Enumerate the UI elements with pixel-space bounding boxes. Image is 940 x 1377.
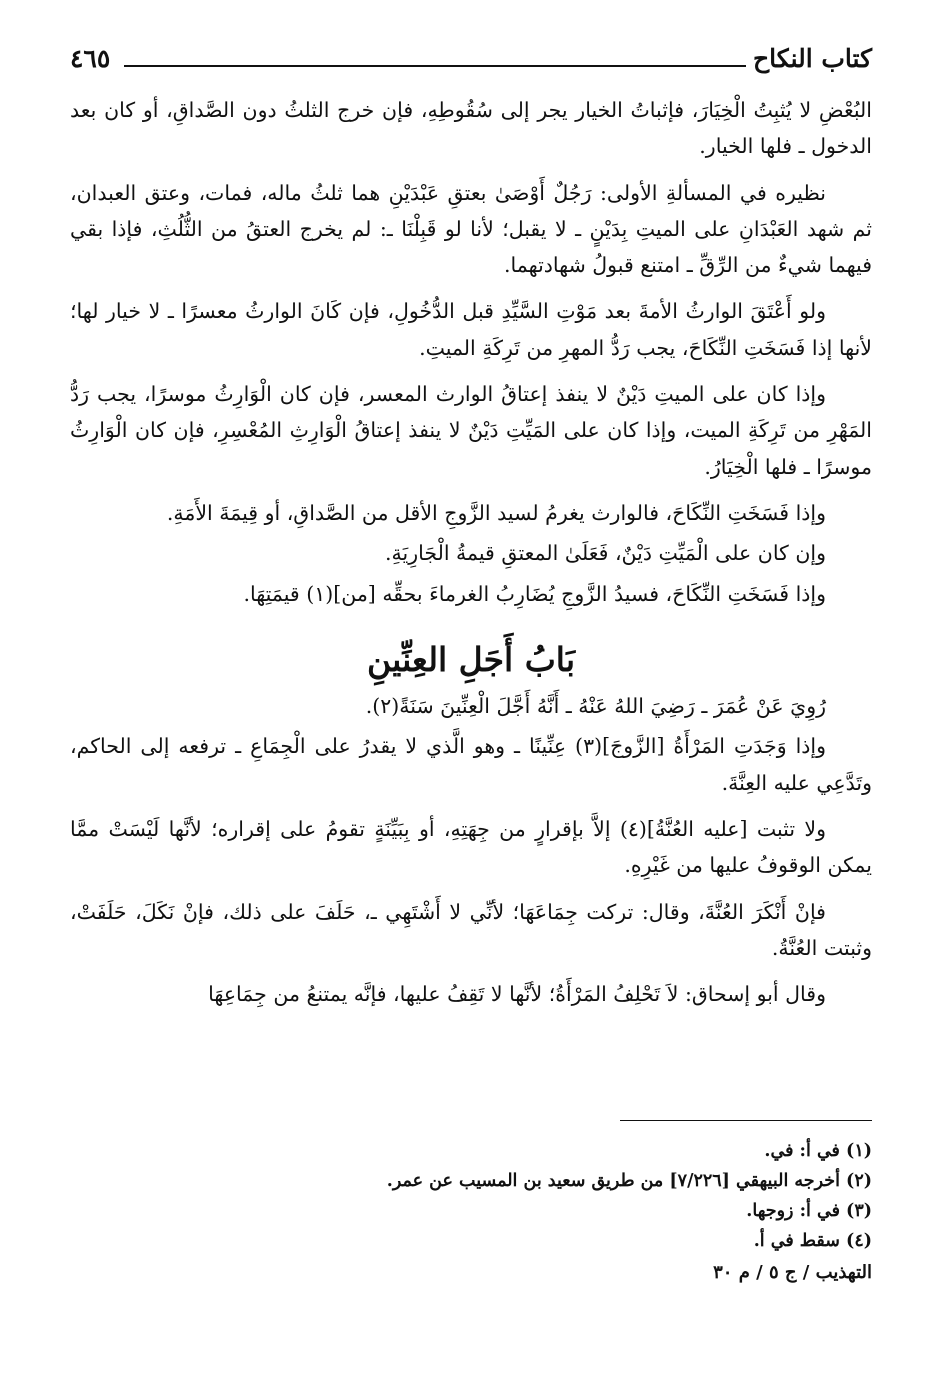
paragraph: فإنْ أَنْكَرَ العُنَّةَ، وقال: تركت جِمَاعَهَا؛ لأنِّي لا أَشْتَهِي ـ، حَلَفَ على ذلك، فإنْ نَكَلَ، حَلَفَتْ، وثبتت العُنَّةُ.: [70, 899, 872, 960]
paragraph: ولا تثبت [عليه العُنَّةُ](٤) إلاَّ بإقرارٍ من جِهَتِهِ، أو بِبَيِّنَةٍ تقومُ على إقراره؛ لأنَّها لَيْسَتْ ممَّا يمكن الوقوفُ عليها من غَيْرِهِ.: [70, 817, 872, 878]
paragraph: وإذا فَسَخَتِ النِّكَاحَ، فالوارث يغرمُ لسيد الزَّوجِ الأقل من الصَّداقِ، أو قِيمَةَ الأَمَةِ.: [166, 500, 826, 525]
printer-signature: التهذيب / ج ٥ / م ٣٠: [713, 1262, 872, 1283]
paragraph: وإن كان على الْمَيِّتِ دَيْنٌ، فَعَلَىٰ المعتقِ قيمةُ الْجَارِيَةِ.: [384, 541, 826, 566]
chapter-title: بَابُ أَجَلِ العِنِّينِ: [366, 639, 576, 679]
paragraph-continuation: البُعْضِ لا يُثبِتُ الْخِيَارَ، فإثباتُ الخيار يجر إلى سُقُوطِهِ، فإن خرج الثلثُ دون الصَّداقِ، أو كان بعد الدخول ـ فلها الخيار.: [70, 98, 872, 159]
paragraph: ولو أَعْتَقَ الوارثُ الأمةَ بعد مَوْتِ السَّيِّدِ قبل الدُّخُولِ، فإن كَانَ الوارثُ معسرًا ـ لا خيار لها؛ لأنها إذا فَسَخَتِ النِّكَاحَ، يجب رَدُّ المهرِ من تَرِكَةِ الميتِ.: [70, 299, 872, 360]
running-title: كتاب النكاح: [753, 44, 872, 73]
paragraph: وإذا كان على الميتِ دَيْنٌ لا ينفذ إعتاقُ الوارث المعسر، فإن كان الْوَارِثُ موسرًا، يجب رَدُّ المَهْرِ من تَرِكَةِ الميت، وإذا كان على المَيِّتِ دَيْنٌ لا ينفذ إعتاقُ الْوَارِثِ المُعْسِرِ، فإن كان الْوَارِثُ موسرًا ـ فلها الْخِيَارُ.: [70, 382, 872, 479]
page-header: [70, 44, 872, 88]
paragraph: نظيره في المسألةِ الأولى: رَجُلٌ أَوْصَىٰ بعتقِ عَبْدَيْنِ هما ثلثُ ماله، فمات، وعتق العبدان، ثم شهد العَبْدَانِ على الميتِ بِدَيْنٍ ـ لا يقبل؛ لأنا لو قَبِلْنَا ـ: لم يخرج العتقُ من الثُّلُثِ، فإذا بقي فيهما شيءٌ من الرِّقِّ ـ امتنع قبولُ شهادتهما.: [70, 180, 872, 278]
footnote-rule: [620, 1120, 872, 1121]
footnote: (١) في أ: في.: [764, 1141, 872, 1161]
page-number: ٤٦٥: [70, 44, 111, 73]
paragraph: وإذا فَسَخَتِ النِّكَاحَ، فسيدُ الزَّوجِ يُضَارِبُ الغرماءَ بحقِّه [من](١) قيمَتِهَا.: [243, 581, 826, 606]
paragraph: وإذا وَجَدَتِ المَرْأَةُ [الزَّوجَ](٣) عِنِّينًا ـ وهو الَّذي لا يقدرُ على الْجِمَاعِ ـ ترفعه إلى الحاكم، وتَدَّعِي عليه العِنَّةَ.: [70, 734, 872, 795]
footnote: (٣) في أ: زوجها.: [746, 1201, 872, 1221]
header-rule: [124, 65, 746, 67]
paragraph: وقال أبو إسحاق: لاَ تَحْلِفُ المَرْأَةُ؛ لأنَّها لا تَقِفُ عليها، فإنَّه يمتنعُ من جِمَاعِهَا: [208, 982, 826, 1007]
footnote: (٢) أخرجه البيهقي [٧/٢٢٦] من طريق سعيد بن المسيب عن عمر.: [386, 1171, 872, 1191]
footnote: (٤) سقط في أ.: [753, 1231, 872, 1251]
paragraph: رُوِيَ عَنْ عُمَرَ ـ رَضِيَ اللهُ عَنْهُ ـ أَنَّهُ أَجَّلَ الْعِنِّينَ سَنَةً(٢).: [365, 694, 826, 719]
main-text: [70, 92, 872, 1023]
footnotes: [70, 1136, 872, 1256]
